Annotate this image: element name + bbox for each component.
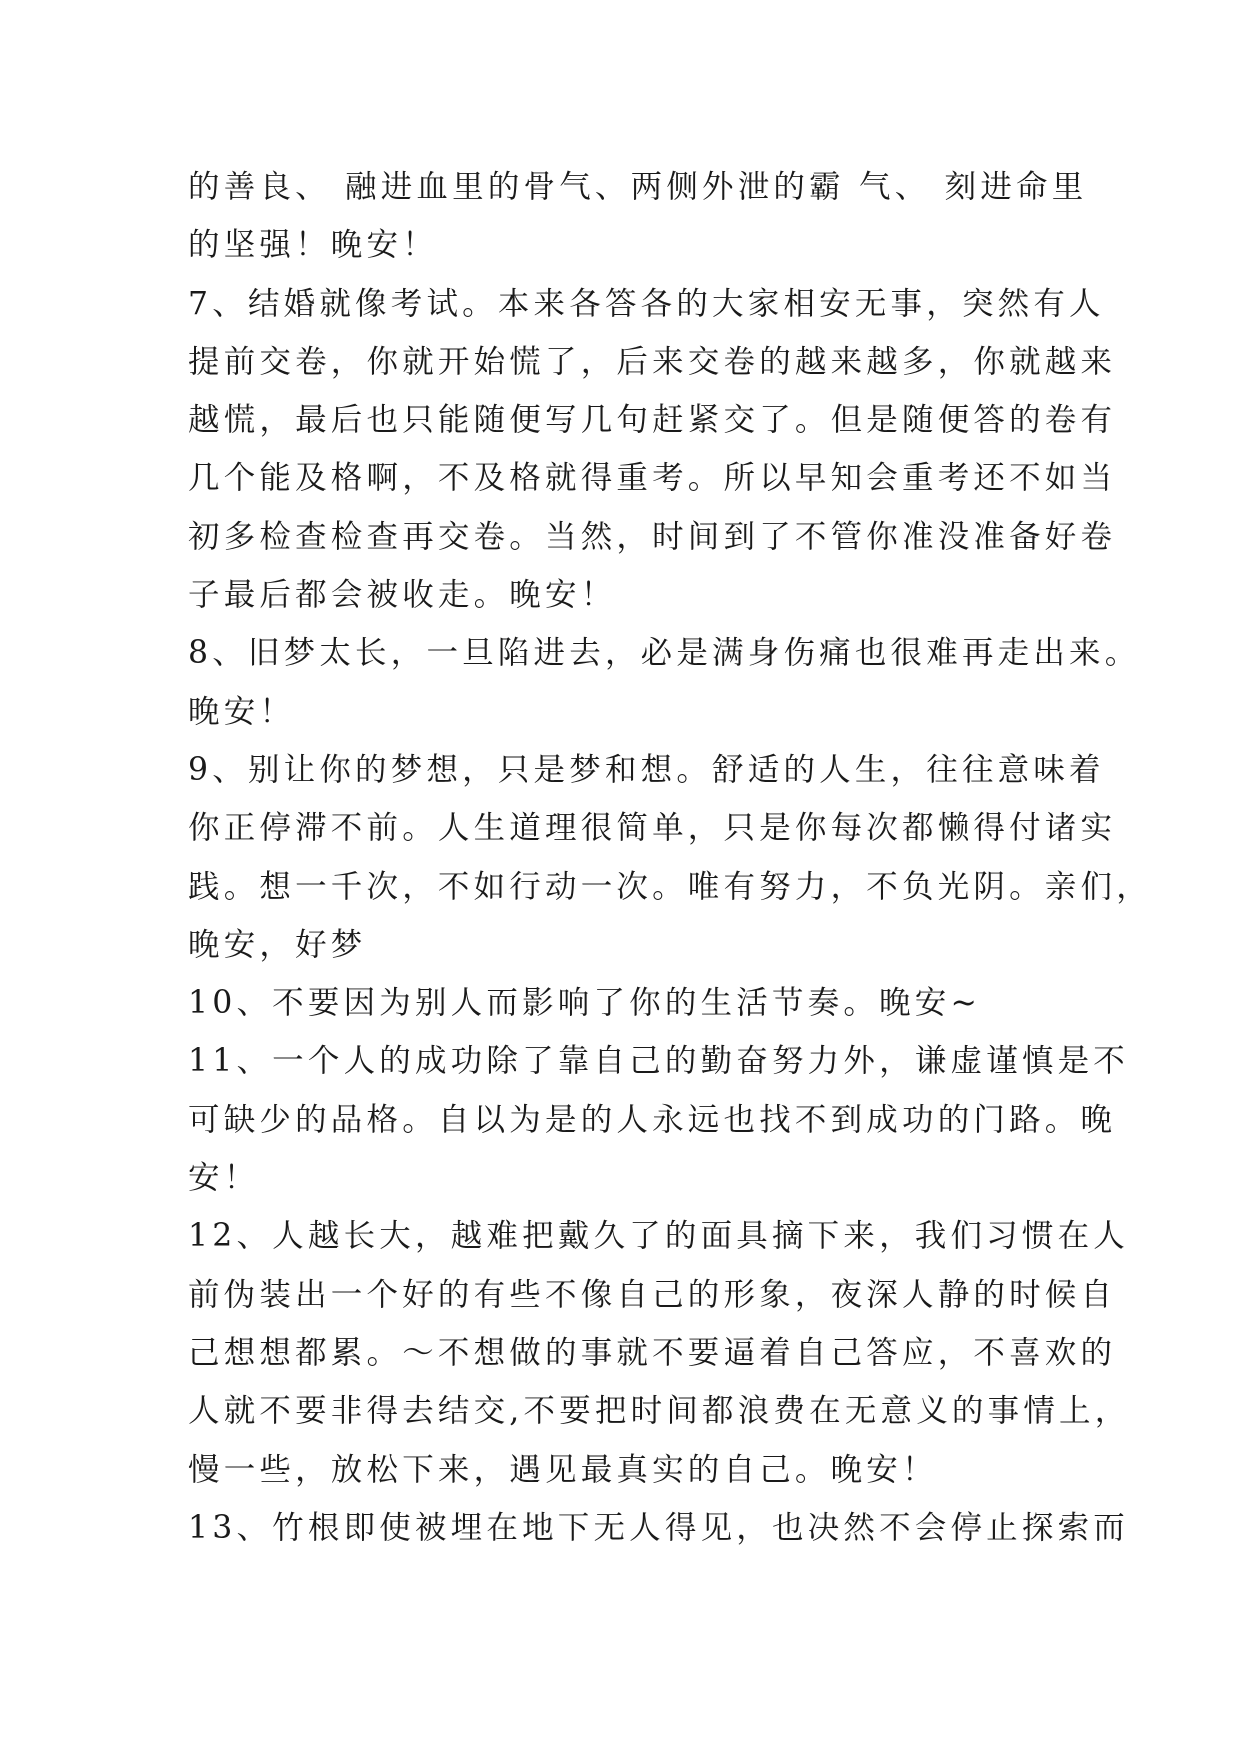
text-line: 己想想都累。～不想做的事就不要逼着自己答应，不喜欢的 — [188, 1334, 1117, 1371]
text-line: 你正停滞不前。人生道理很简单，只是你每次都懒得付诸实 — [188, 810, 1117, 847]
text-line: 初多检查检查再交卷。当然，时间到了不管你准没准备好卷 — [188, 518, 1117, 555]
text-line: 越慌，最后也只能随便写几句赶紧交了。但是随便答的卷有 — [188, 402, 1117, 439]
text-line: 前伪装出一个好的有些不像自己的形象，夜深人静的时候自 — [188, 1276, 1117, 1313]
text-line: 几个能及格啊，不及格就得重考。所以早知会重考还不如当 — [188, 460, 1117, 497]
text-line: 9、别让你的梦想，只是梦和想。舒适的人生，往往意味着 — [188, 751, 1105, 788]
text-line: 晚安！ — [188, 693, 296, 730]
text-line: 8、旧梦太长，一旦陷进去，必是满身伤痛也很难再走出来。 — [188, 635, 1141, 672]
document-body-text — [188, 158, 1152, 1557]
text-line: 13、竹根即使被埋在地下无人得见，也决然不会停止探索而 — [188, 1509, 1129, 1546]
text-line: 12、人越长大，越难把戴久了的面具摘下来，我们习惯在人 — [188, 1218, 1129, 1255]
text-line: 11、一个人的成功除了靠自己的勤奋努力外，谦虚谨慎是不 — [188, 1043, 1129, 1080]
text-line: 7、结婚就像考试。本来各答各的大家相安无事，突然有人 — [188, 285, 1105, 322]
text-line: 的坚强！晚安！ — [188, 227, 438, 264]
text-line: 践。想一千次，不如行动一次。唯有努力，不负光阴。亲们， — [188, 868, 1152, 905]
text-line: 人就不要非得去结交,不要把时间都浪费在无意义的事情上， — [188, 1393, 1131, 1430]
text-line: 提前交卷，你就开始慌了，后来交卷的越来越多，你就越来 — [188, 343, 1117, 380]
text-line: 的善良、 融进血里的骨气、两侧外泄的霸 气、 刻进命里 — [188, 169, 1088, 205]
text-line: 可缺少的品格。自以为是的人永远也找不到成功的门路。晚 — [188, 1101, 1117, 1138]
text-line: 安！ — [188, 1160, 260, 1197]
text-line: 晚安，好梦 — [188, 926, 367, 963]
text-line: 10、不要因为别人而影响了你的生活节奏。晚安~ — [188, 985, 982, 1022]
text-line: 子最后都会被收走。晚安！ — [188, 577, 617, 614]
text-line: 慢一些，放松下来，遇见最真实的自己。晚安！ — [188, 1451, 938, 1488]
